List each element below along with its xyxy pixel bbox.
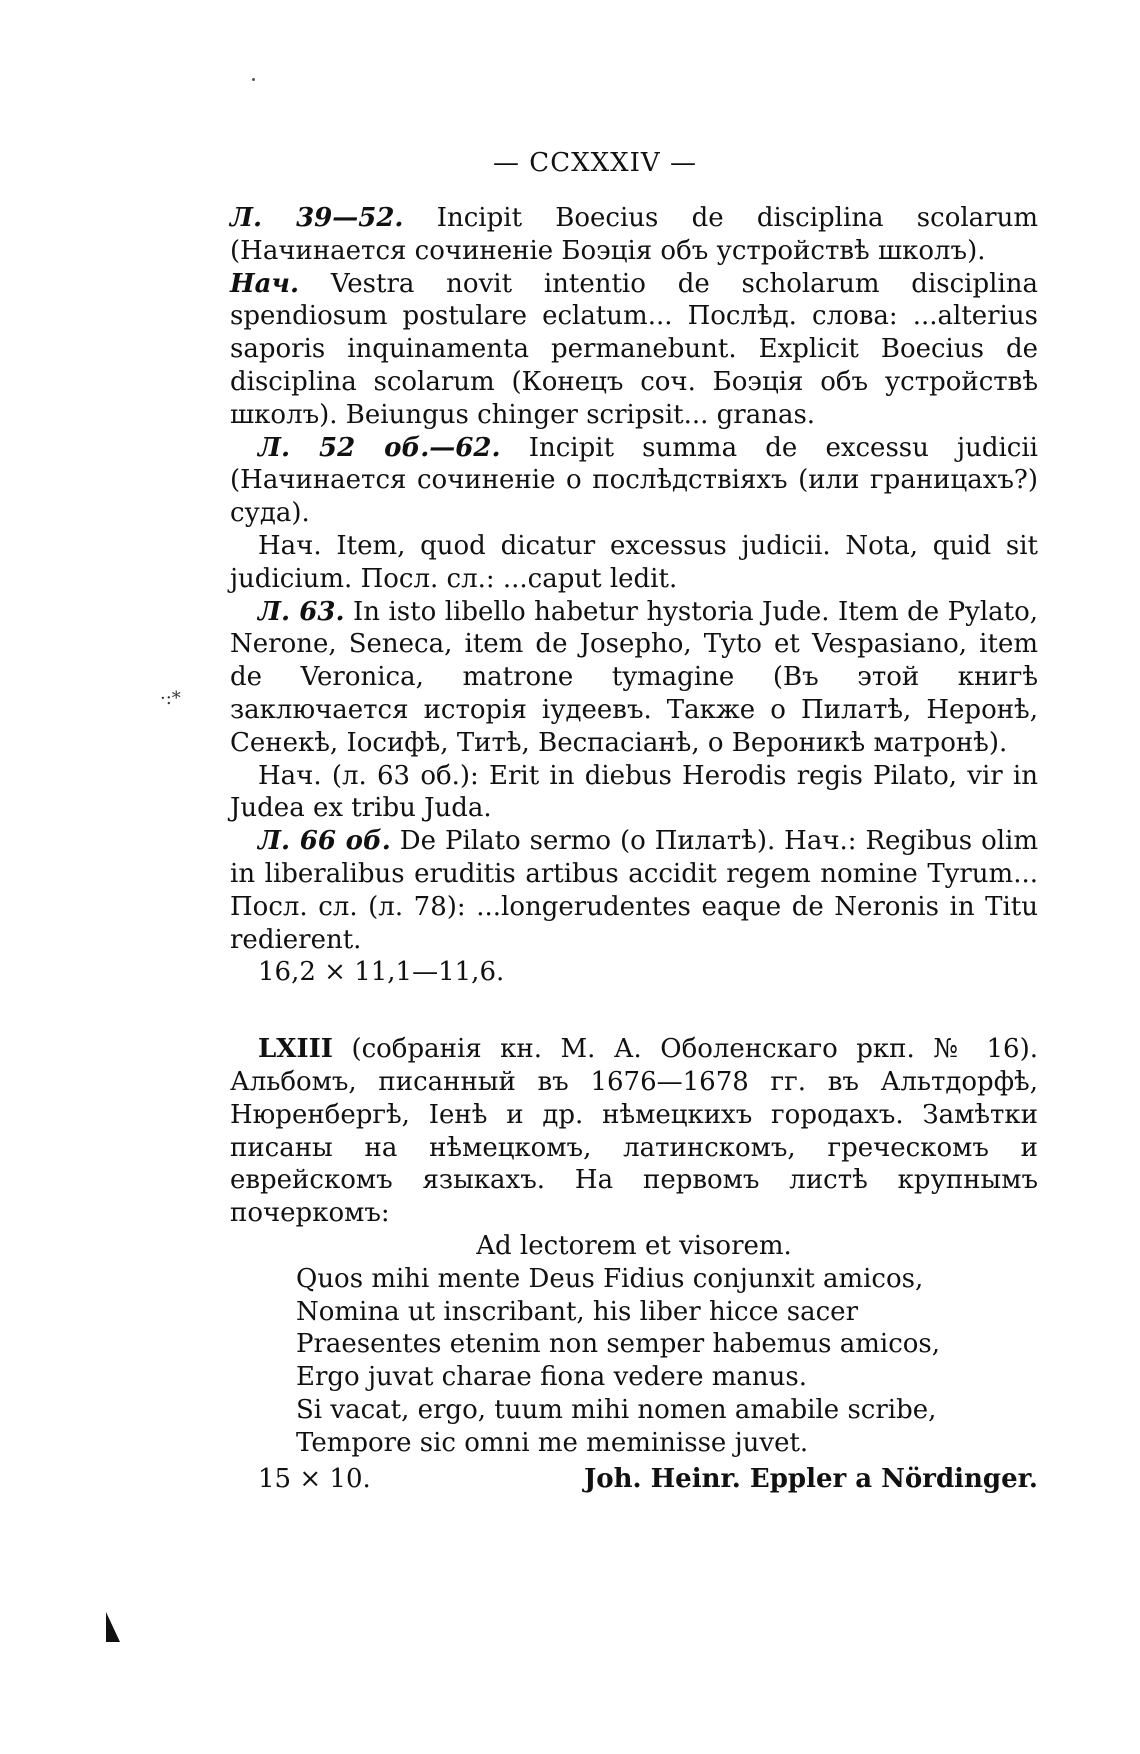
poem-line: Quos mihi mente Deus Fidius conjunxit amicos,: [296, 1263, 924, 1294]
margin-mark: ·:*: [160, 688, 181, 709]
poem-line: Nomina ut inscribant, his liber hicce sacer: [296, 1296, 858, 1327]
size-and-signature: [258, 1463, 1038, 1496]
lxiii-text: (собранія кн. М. А. Оболенскаго ркп. № 16). Альбомъ, писанный въ 1676—1678 гг. въ Альтдорфѣ, Нюренбергѣ, Іенѣ и др. нѣмецкихъ городахъ. Замѣтки писаны на нѣмецкомъ, латинскомъ, греческомъ и еврейскомъ языкахъ. На первомъ листѣ крупнымъ почеркомъ:: [230, 1034, 1038, 1229]
entry-2-incipit: Нач. Item, quod dicatur excessus judicii. Nota, quid sit judicium. Посл. сл.: ...caput ledit.: [230, 530, 1038, 594]
entry-1: [230, 202, 1038, 268]
entry-1-ref: Л. 39—52.: [230, 203, 404, 233]
entry-2-ref: Л. 52 об.—62.: [258, 432, 501, 463]
section-gap: [230, 989, 1038, 1033]
poem-line: Ergo juvat charae fiona vedere manus.: [296, 1362, 808, 1393]
poem-line: Praesentes etenim non semper habemus amicos,: [296, 1329, 941, 1360]
signature: Joh. Heinr. Eppler a Nördinger.: [583, 1464, 1038, 1495]
entry-4-ref: Л. 66 об.: [258, 826, 391, 857]
poem-line: Tempore sic omni me meminisse juvet.: [296, 1427, 809, 1458]
entry-1-nach-ref: Нач.: [230, 268, 300, 299]
main-text: [230, 202, 1038, 1496]
print-speck: [252, 78, 255, 81]
page-header: — CCXXXIV —: [493, 148, 697, 178]
entry-4: [230, 825, 1038, 956]
entry-3-text: In isto libello habetur hystoria Jude. Item de Pylato, Nerone, Seneca, item de Josepho, Tyto et Vespasiano, item de Veronica, matrone tymagine (Въ этой книгѣ заключается исторія іудеевъ. Также о Пилатѣ, Неронѣ, Сенекѣ, Іосифѣ, Титѣ, Веспасіанѣ, о Вероникѣ матронѣ).: [230, 596, 1039, 758]
poem-title: Ad lectorem et visorem.: [476, 1230, 792, 1261]
entry-2: [230, 432, 1038, 530]
entry-2-text: Incipit summa de excessu judicii (Начинается сочиненіе о послѣдствіяхъ (или границахъ?) суда).: [230, 432, 1038, 529]
entry-3-incipit: Нач. (л. 63 об.): Erit in diebus Herodis regis Pilato, vir in Judea ex tribu Juda.: [230, 760, 1038, 824]
entry-1-incipit: [230, 268, 1038, 432]
entry-3: [230, 596, 1038, 760]
entry-4-size: 16,2 × 11,1—11,6.: [258, 957, 505, 988]
entry-1-text: Incipit Boecius de disciplina scolarum (Начинается сочиненіе Боэція объ устройствѣ школъ).: [230, 203, 1038, 266]
corner-mark: [106, 1612, 120, 1642]
entry-4-text: De Pilato sermo (о Пилатѣ). Нач.: Regibus olim in liberalibus eruditis artibus accidit regem nomine Tyrum... Посл. сл. (л. 78): ...longerudentes eaque de Neronis in Titu redierent.: [230, 826, 1039, 955]
entry-3-ref: Л. 63.: [258, 596, 345, 627]
poem-line: Si vacat, ergo, tuum mihi nomen amabile scribe,: [296, 1394, 937, 1425]
lxiii-label: LXIII: [258, 1034, 333, 1065]
poem: [296, 1263, 1038, 1460]
lxiii-entry: [230, 1033, 1038, 1230]
entry-1-nach-text: Vestra novit intentio de scholarum disciplina spendiosum postulare eclatum... Послѣд. слова: ...alterius saporis inquinamenta permanebunt. Explicit Boecius de disciplina scolarum (Конецъ соч. Боэція объ устройствѣ школъ). Beiungus chinger scripsit... granas.: [230, 268, 1039, 430]
lxiii-size: 15 × 10.: [258, 1464, 371, 1495]
